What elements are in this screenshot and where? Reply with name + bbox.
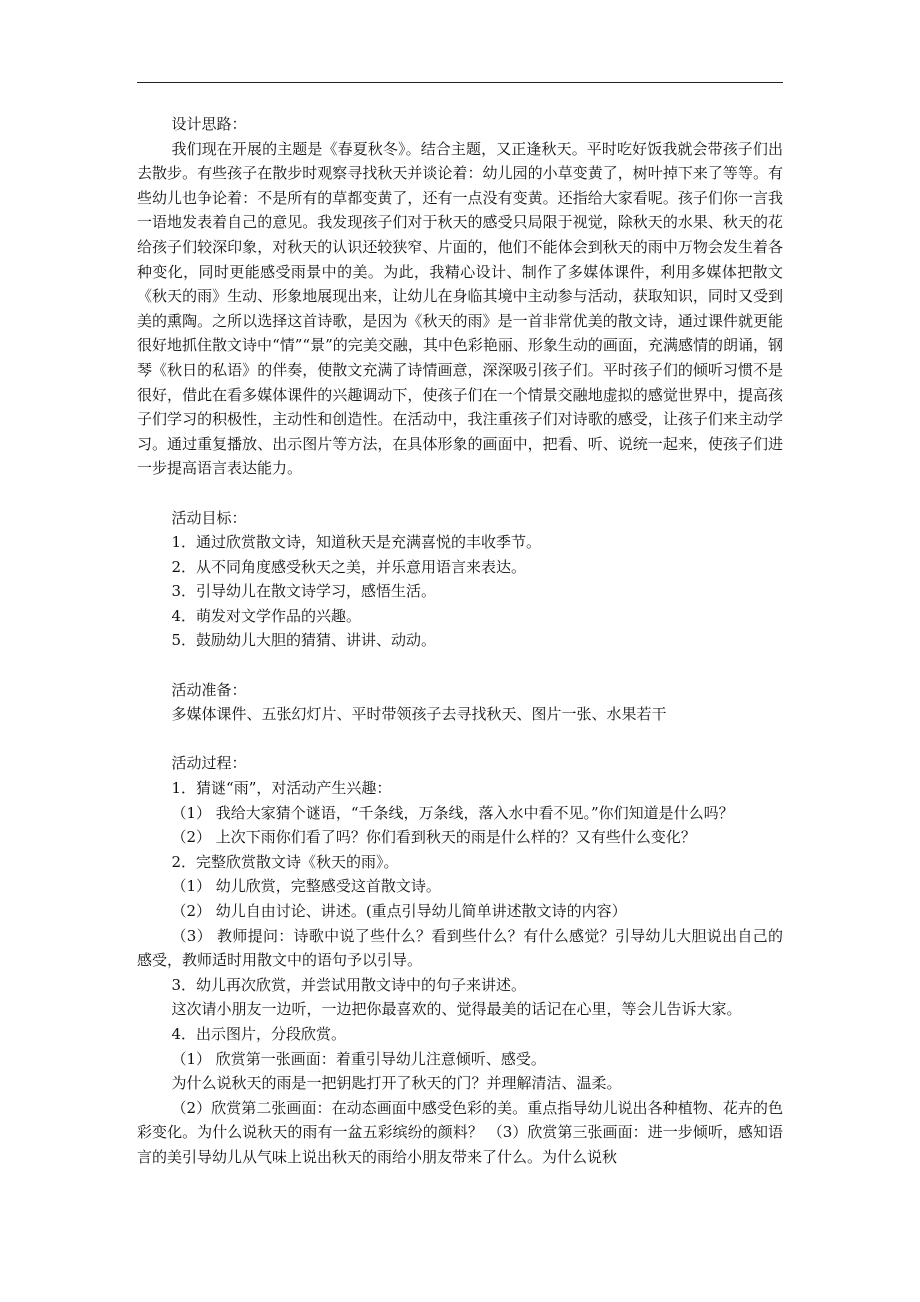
spacer	[137, 481, 783, 506]
process-step-1-b: （2） 上次下雨你们看了吗？你们看到秋天的雨是什么样的？又有些什么变化？	[171, 828, 696, 847]
process-step-2: 2．完整欣赏散文诗《秋天的雨》。	[171, 852, 399, 871]
process-step-3-note: 这次请小朋友一边听，一边把你最喜欢的、觉得最美的话记在心里，等会儿告诉大家。	[171, 1000, 742, 1019]
goals-heading: 活动目标：	[171, 508, 247, 527]
process-step-2-c: （3） 教师提问：诗歌中说了些什么？看到些什么？有什么感觉？引导幼儿大胆说出自己的感受，教师适时用散文中的语句予以引导。	[137, 926, 783, 970]
design-paragraph: 我们现在开展的主题是《春夏秋冬》。结合主题，又正逢秋天。平时吃好饭我就会带孩子们出去散步。有些孩子在散步时观察寻找秋天并谈论着：幼儿园的小草变黄了，树叶掉下来了等等。有些幼儿也争论着：不是所有的草都变黄了，还有一点没有变黄。还指给大家看呢。孩子们你一言我一语地发表着自己的意见。我发现孩子们对于秋天的感受只局限于视觉，除秋天的水果、秋天的花给孩子们较深印象，对秋天的认识还较狭窄、片面的，他们不能体会到秋天的雨中万物会发生着各种变化，同时更能感受雨景中的美。为此，我精心设计、制作了多媒体课件，利用多媒体把散文《秋天的雨》生动、形象地展现出来，让幼儿在身临其境中主动参与活动，获取知识，同时又受到美的熏陶。之所以选择这首诗歌，是因为《秋天的雨》是一首非常优美的散文诗，通过课件就更能很好地抓住散文诗中“情”“景”的完美交融，其中色彩艳丽、形象生动的画面，充满感情的朗诵，钢琴《秋日的私语》的伴奏，使散文充满了诗情画意，深深吸引孩子们。平时孩子们的倾听习惯不是很好，借此在看多媒体课件的兴趣调动下，使孩子们在一个情景交融地虚拟的感觉世界中，提高孩子们学习的积极性，主动性和创造性。在活动中，我注重孩子们对诗歌的感受，让孩子们来主动学习。通过重复播放、出示图片等方法，在具体形象的画面中，把看、听、说统一起来，使孩子们进一步提高语言表达能力。	[137, 139, 783, 478]
process-step-4: 4．出示图片，分段欣赏。	[171, 1024, 347, 1043]
goal-item-3: 3．引导幼儿在散文诗学习，感悟生活。	[171, 582, 437, 601]
process-step-2-a: （1） 幼儿欣赏，完整感受这首散文诗。	[171, 877, 441, 896]
prep-heading: 活动准备：	[171, 680, 247, 699]
process-step-3: 3．幼儿再次欣赏，并尝试用散文诗中的句子来讲述。	[171, 975, 527, 994]
goal-item-1: 1．通过欣赏散文诗，知道秋天是充满喜悦的丰收季节。	[171, 533, 542, 552]
design-heading: 设计思路：	[171, 115, 247, 133]
process-step-4-b: （2）欣赏第二张画面：在动态画面中感受色彩的美。重点指导幼儿说出各种植物、花卉的色彩变化。为什么说秋天的雨有一盆五彩缤纷的颜料？ （3）欣赏第三张画面：进一步倾听，感知语言的美引导幼儿从气味上说出秋天的雨给小朋友带来了什么。为什么说秋	[137, 1098, 783, 1166]
process-step-4-a-note: 为什么说秋天的雨是一把钥匙打开了秋天的门？并理解清洁、温柔。	[171, 1074, 622, 1093]
process-heading: 活动过程：	[171, 754, 247, 773]
spacer	[137, 727, 783, 752]
spacer	[137, 653, 783, 678]
process-step-1-a: （1） 我给大家猜个谜语，“千条线，万条线，落入水中看不见。”你们知道是什么吗？	[171, 803, 734, 822]
goal-item-2: 2．从不同角度感受秋天之美，并乐意用语言来表达。	[171, 557, 527, 576]
process-step-2-b: （2） 幼儿自由讨论、讲述。(重点引导幼儿简单讲述散文诗的内容）	[171, 902, 627, 920]
document-body	[137, 112, 783, 1170]
prep-text: 多媒体课件、五张幻灯片、平时带领孩子去寻找秋天、图片一张、水果若干	[171, 705, 667, 724]
goal-item-4: 4．萌发对文学作品的兴趣。	[171, 606, 362, 625]
process-step-1: 1．猜谜“雨”，对活动产生兴趣：	[171, 779, 392, 798]
process-step-4-a: （1） 欣赏第一张画面：着重引导幼儿注意倾听、感受。	[171, 1049, 546, 1068]
header-rule	[137, 82, 783, 83]
goal-item-5: 5．鼓励幼儿大胆的猜猜、讲讲、动动。	[171, 631, 437, 650]
